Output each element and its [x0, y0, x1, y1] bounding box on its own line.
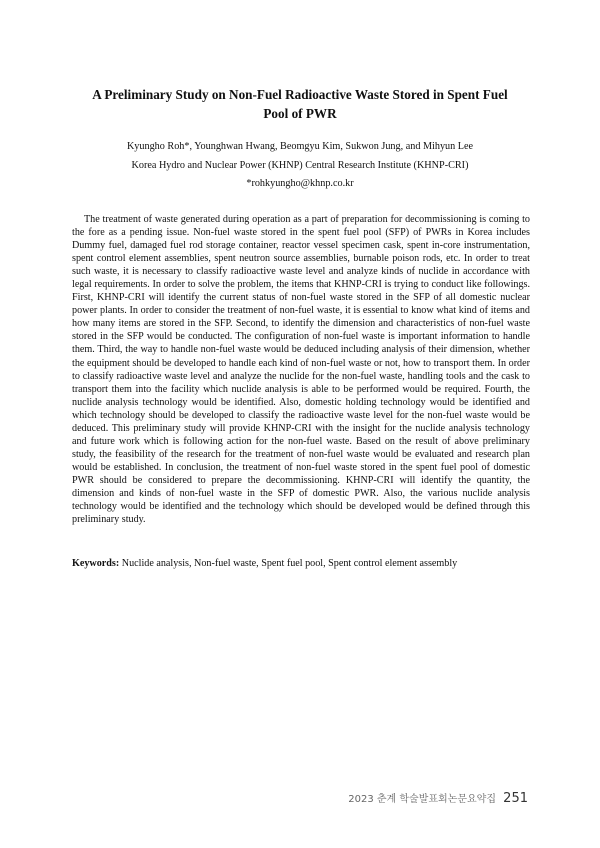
affiliation: Korea Hydro and Nuclear Power (KHNP) Central Research Institute (KHNP-CRI) — [131, 160, 469, 171]
abstract-paragraph: The treatment of waste generated during operation as a part of preparation for decommissioning is coming to the fore as a pending issue. Non-fuel waste stored in the spent fuel pool (SFP) of PWRs in Korea includes Dummy fuel, damaged fuel rod storage container, reactor vessel specimen cask, spent in-core instrumentation, spent control element assemblies, spent neutron source assemblies, burnable poison rods, etc. In order to treat such waste, it is necessary to classify radioactive waste level and analyze kinds of nuclide in accordance with legal requirements. In order to solve the problem, the items that KHNP-CRI is trying to conduct like followings. First, KHNP-CRI will identify the current status of non-fuel waste stored in the SFP of all domestic nuclear power plants. In order to consider the treatment of non-fuel waste, it is essential to know what kind of items and how many items are stored in the SFP. Second, to identify the dimension and characteristics of non-fuel waste stored in the SFP would be conducted. The configuration of non-fuel waste is important information to handle them. Third, the way to handle non-fuel waste would be deduced including analysis of their dimension, whether the equipment should be developed to handle each kind of non-fuel waste or not, how to transport them. In order to classify radioactive waste level and analyze the nuclide for the non-fuel waste, handling tools and the cask to transport them into the facility which nuclide analysis is able to be performed would be required. Fourth, the nuclide analysis technology would be identified. Also, domestic holding technology would be identified and which technology should be developed to classify the radioactive waste level for the non-fuel waste would be deduced. This preliminary study will provide KHNP-CRI with the insight for the nuclide analysis technology and future work which is following action for the non-fuel waste. Based on the result of above preliminary study, the feasibility of the research for the treatment of non-fuel waste would be evaluated and research plan would be established. In conclusion, the treatment of non-fuel waste stored in the spent fuel pool of domestic PWR should be considered to prepare the decommissioning. KHNP-CRI will identify the quantity, the dimension and kinds of non-fuel waste in the SFP of domestic PWR. Also, the various nuclide analysis technology would be identified and the technology which should be developed would be defined through this preliminary study. — [72, 214, 530, 526]
keywords-label: Keywords: — [72, 558, 120, 569]
keywords-list: Nuclide analysis, Non-fuel waste, Spent fuel pool, Spent control element assembly — [121, 558, 458, 569]
paper-title: A Preliminary Study on Non-Fuel Radioactive Waste Stored in Spent Fuel Pool of PWR — [92, 87, 508, 121]
keywords-line — [72, 558, 530, 569]
proceedings-title: 2023 춘계 학술발표회논문요약집 — [348, 794, 496, 805]
authors: Kyungho Roh*, Younghwan Hwang, Beomgyu Kim, Sukwon Jung, and Mihyun Lee — [126, 141, 474, 152]
corresponding-email: *rohkyungho@khnp.co.kr — [246, 178, 354, 189]
page-footer — [348, 790, 528, 806]
page-number: 251 — [503, 791, 528, 806]
